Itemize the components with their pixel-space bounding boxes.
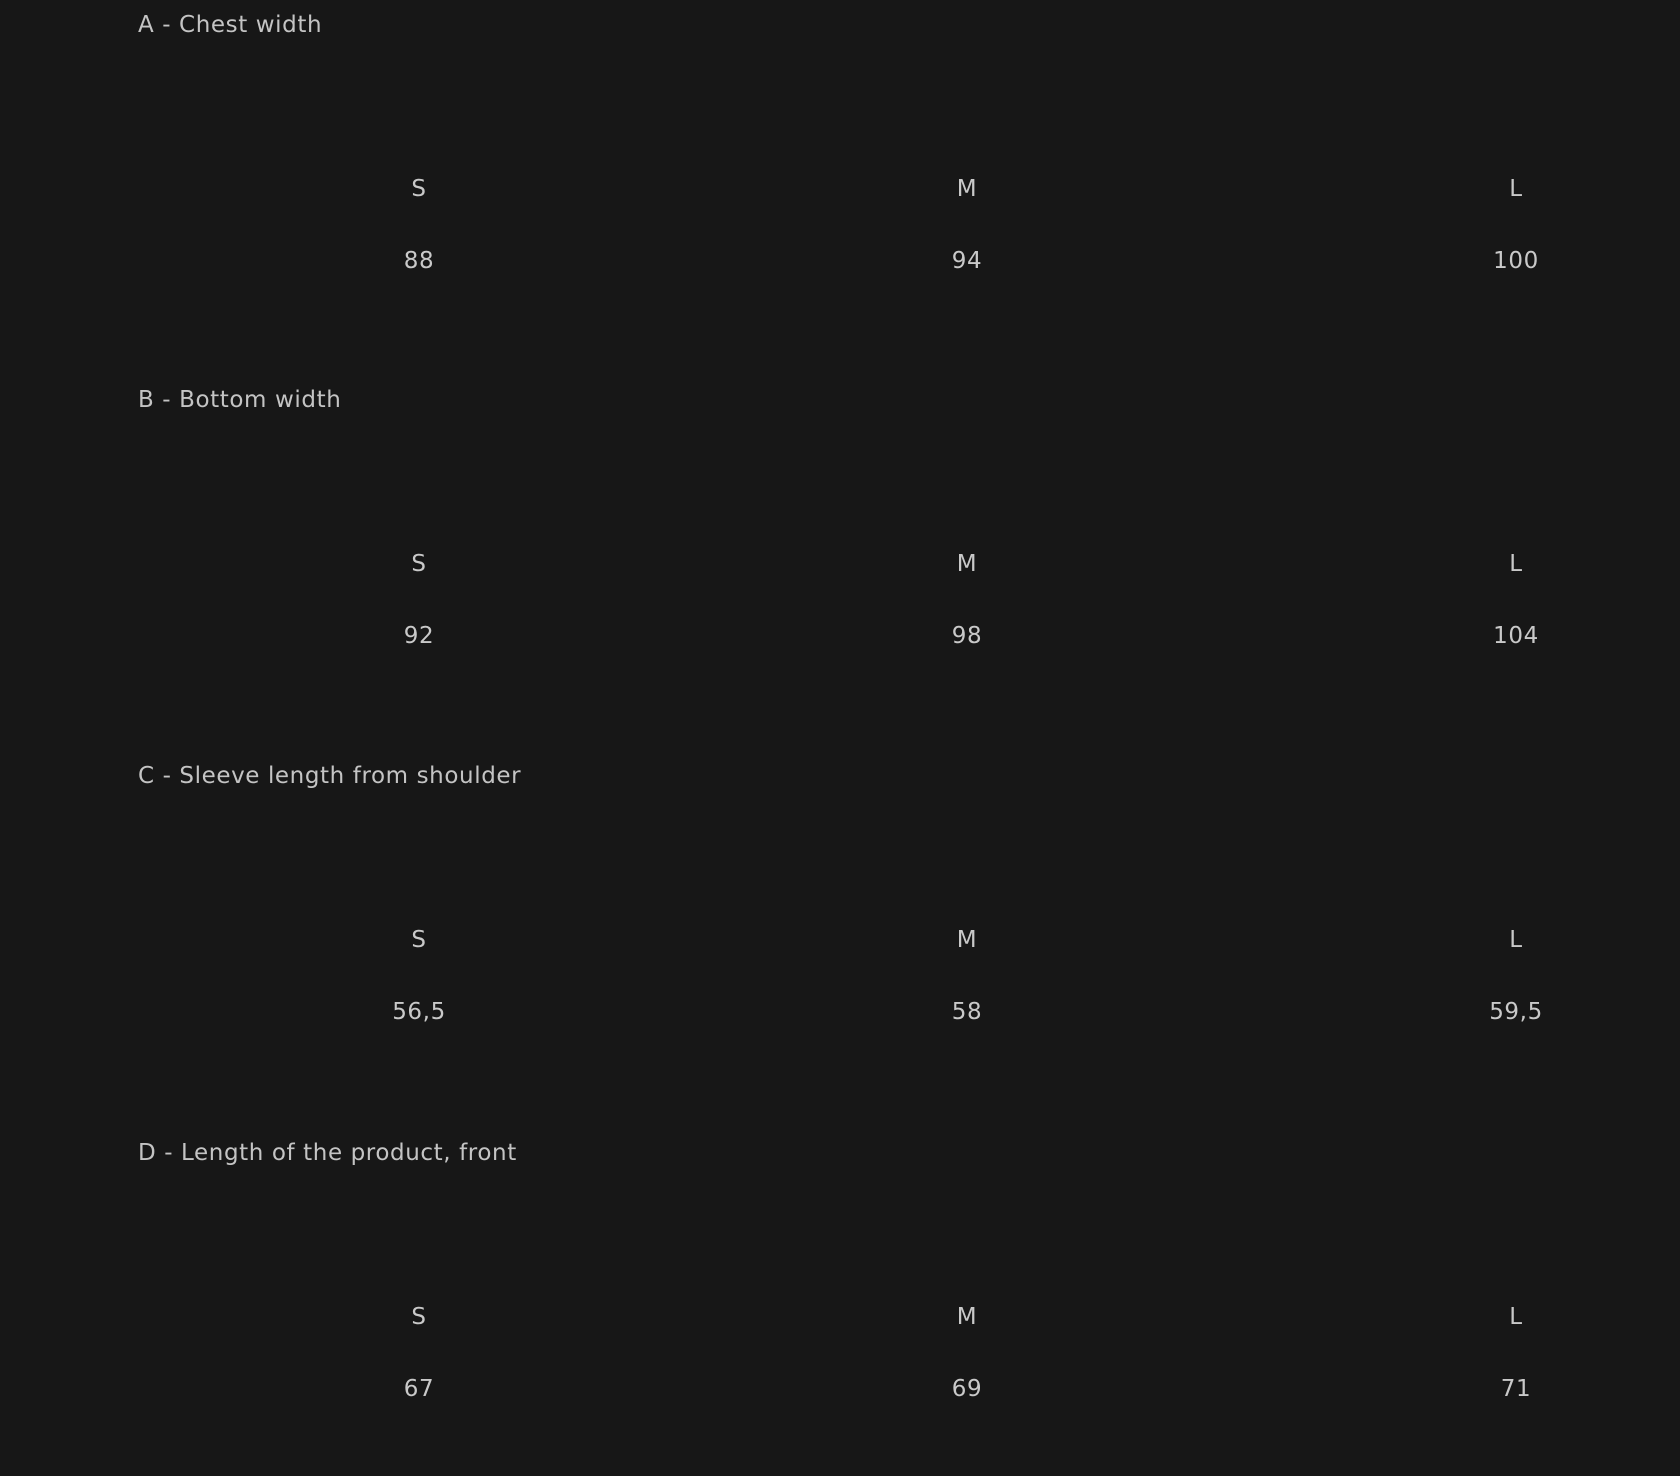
size-value-m: 98 <box>951 623 983 649</box>
size-label-s: S <box>411 927 427 953</box>
size-value-l: 100 <box>1493 248 1539 274</box>
size-value-s: 92 <box>403 623 435 649</box>
size-value-l: 71 <box>1500 1376 1532 1402</box>
size-label-l: L <box>1509 927 1523 953</box>
size-value-l: 59,5 <box>1489 999 1543 1025</box>
size-label-s: S <box>411 551 427 577</box>
size-label-l: L <box>1509 176 1523 202</box>
measurement-section-chest-width <box>0 0 1680 370</box>
section-title: C - Sleeve length from shoulder <box>138 763 522 789</box>
size-label-l: L <box>1509 1304 1523 1330</box>
section-title: D - Length of the product, front <box>138 1140 517 1166</box>
section-title: B - Bottom width <box>138 387 342 413</box>
size-value-l: 104 <box>1493 623 1539 649</box>
size-label-s: S <box>411 1304 427 1330</box>
size-label-s: S <box>411 176 427 202</box>
size-value-s: 67 <box>403 1376 435 1402</box>
size-value-m: 94 <box>951 248 983 274</box>
size-label-m: M <box>956 551 978 577</box>
section-title: A - Chest width <box>138 12 323 38</box>
size-value-s: 88 <box>403 248 435 274</box>
measurement-section-bottom-width <box>0 375 1680 745</box>
size-label-l: L <box>1509 551 1523 577</box>
measurement-section-product-length <box>0 1128 1680 1476</box>
size-value-m: 69 <box>951 1376 983 1402</box>
measurement-section-sleeve-length <box>0 751 1680 1121</box>
size-label-m: M <box>956 176 978 202</box>
size-label-m: M <box>956 927 978 953</box>
size-label-m: M <box>956 1304 978 1330</box>
size-value-m: 58 <box>951 999 983 1025</box>
size-value-s: 56,5 <box>392 999 446 1025</box>
